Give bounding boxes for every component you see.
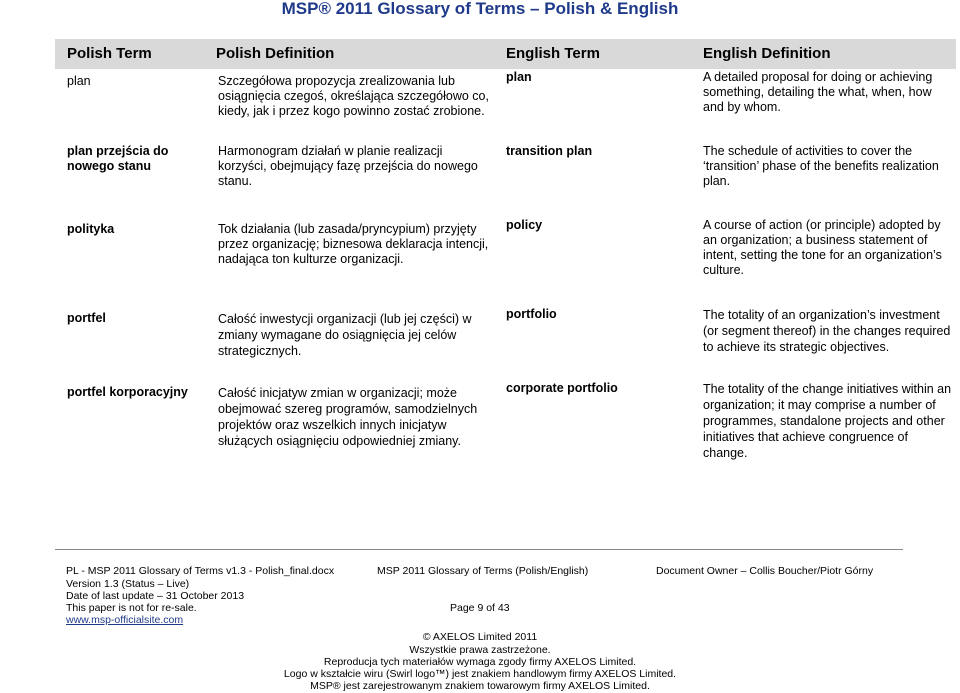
header-polish-definition: Polish Definition [216,45,335,62]
english-term: plan [506,70,532,84]
footer-doc-name: PL - MSP 2011 Glossary of Terms v1.3 - Polish_final.docx [66,565,335,577]
footer-divider [55,549,903,550]
english-definition: A course of action (or principle) adopted by an organization; a business statement of intent, setting the tone for an organization’s culture. [703,218,942,277]
polish-term: plan przejścia do nowego stanu [67,144,169,173]
footer-copyright: © AXELOS Limited 2011 [422,631,538,643]
footer-logo-note: Logo w kształcie wiru (Swirl logo™) jest znakiem handlowym firmy AXELOS Limited. [283,668,677,680]
english-definition: The totality of the change initiatives within an organization; it may comprise a number of programmes, standalone projects and other initiatives that achieve congruence of change. [703,382,952,460]
polish-definition: Całość inwestycji organizacji (lub jej części) w zmiany wymagane do osiągnięcia jej celów strategicznych. [218,312,472,358]
polish-definition: Szczegółowa propozycja zrealizowania lub osiągnięcia czegoś, określająca szczegółowo co, kiedy, jak i przez kogo powinno zostać zrobione. [218,74,489,118]
english-definition: The schedule of activities to cover the ‘transition’ phase of the benefits realization plan. [703,144,939,188]
footer-reproduction: Reproducja tych materiałów wymaga zgody firmy AXELOS Limited. [323,656,637,668]
english-term: policy [506,218,543,232]
polish-definition: Tok działania (lub zasada/pryncypium) przyjęty przez organizację; biznesowa deklaracja intencji, nadająca ton kulturze organizacji. [218,222,489,266]
footer-resale: This paper is not for re-sale. [66,602,197,614]
polish-term: portfel [67,311,106,325]
footer-rights: Wszystkie prawa zastrzeżone. [409,644,551,656]
english-term: portfolio [506,307,557,321]
footer-owner: Document Owner – Collis Boucher/Piotr Górny [656,565,874,577]
footer-page-number: Page 9 of 43 [450,602,510,614]
footer-center-title: MSP 2011 Glossary of Terms (Polish/English) [377,565,589,577]
footer-website-link[interactable]: www.msp-officialsite.com [66,614,184,626]
english-term: corporate portfolio [506,381,618,395]
polish-term: polityka [67,222,115,236]
header-english-term: English Term [506,45,600,62]
footer-last-update: Date of last update – 31 October 2013 [66,590,245,602]
polish-term: portfel korporacyjny [67,385,188,399]
english-definition: The totality of an organization’s investment (or segment thereof) in the changes required to achieve its strategic objectives. [703,308,951,354]
polish-definition: Harmonogram działań w planie realizacji korzyści, obejmujący fazę przejścia do nowego stanu. [218,144,478,188]
polish-definition: Całość inicjatyw zmian w organizacji; może obejmować szereg programów, samodzielnych projektów oraz wszelkich innych inicjatyw służących osiągnięciu odpowiedniej zmiany. [218,386,478,448]
english-term: transition plan [506,144,593,158]
header-polish-term: Polish Term [67,45,152,62]
header-english-definition: English Definition [703,45,831,62]
polish-term: plan [67,74,91,88]
footer-trademark: MSP® jest zarejestrowanym znakiem towarowym firmy AXELOS Limited. [310,680,650,692]
english-definition: A detailed proposal for doing or achieving something, detailing the what, when, how and by whom. [703,70,933,114]
page-title: MSP® 2011 Glossary of Terms – Polish & English [281,0,679,18]
footer-version: Version 1.3 (Status – Live) [66,578,190,590]
